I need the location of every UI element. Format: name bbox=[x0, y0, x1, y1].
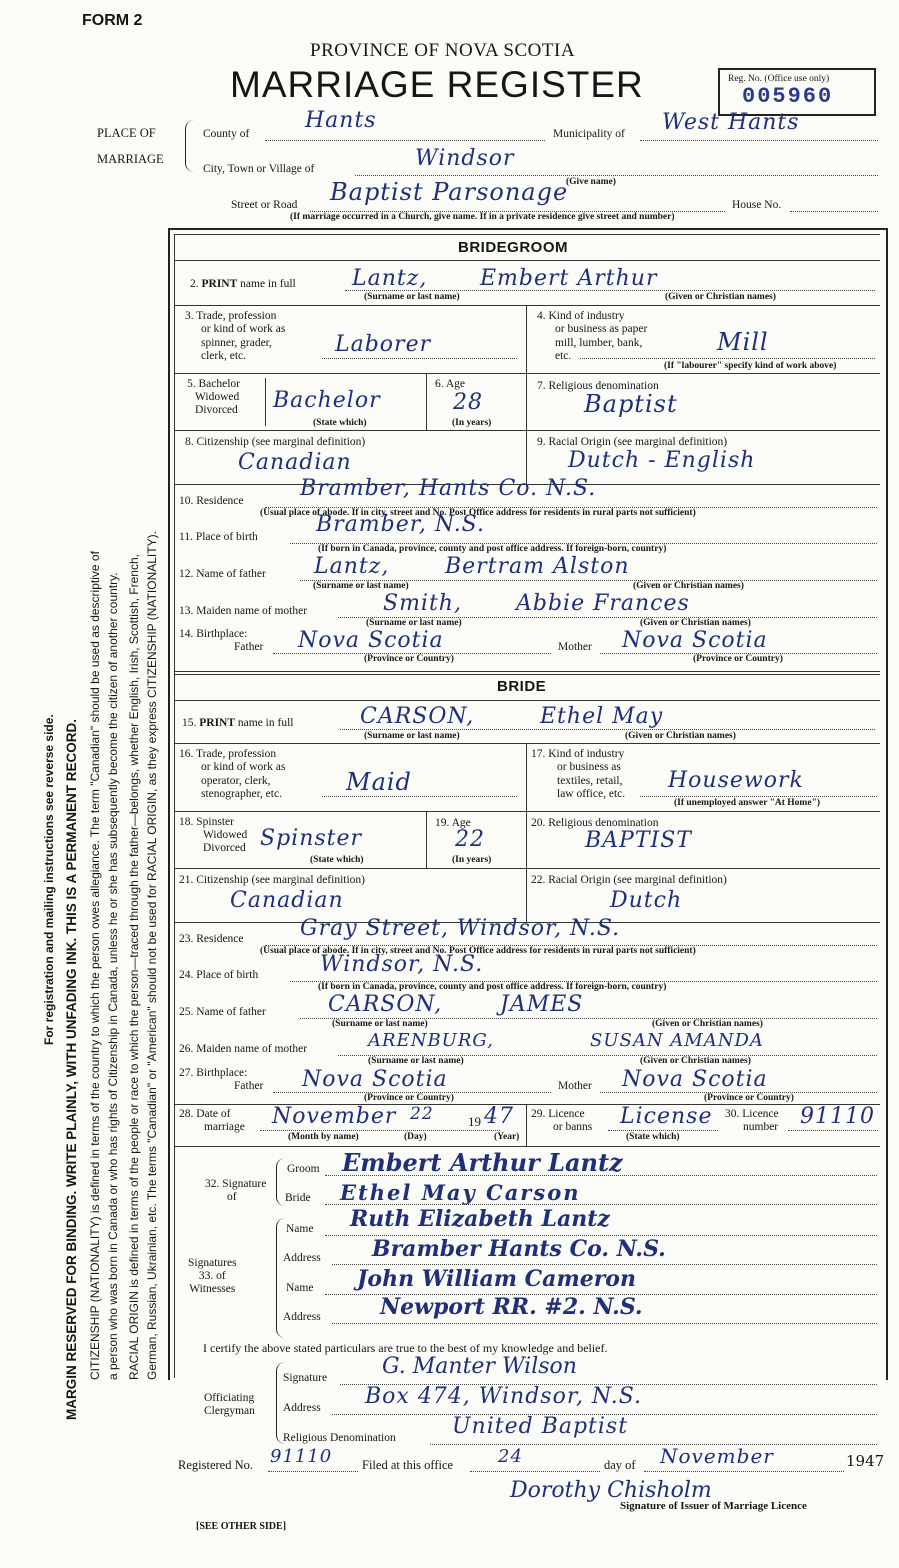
bride-industry: Housework bbox=[668, 768, 804, 793]
groom-name-label: 2. PRINT name in full bbox=[190, 278, 296, 290]
groom-religion-label: 7. Religious denomination bbox=[537, 380, 659, 392]
filed-month: November bbox=[660, 1444, 774, 1468]
groom-age-label: 6. Age bbox=[435, 378, 466, 390]
licence-label: 29. Licence or banns bbox=[531, 1108, 593, 1133]
registered-no-label: Registered No. bbox=[178, 1458, 253, 1472]
groom-racial-label: 9. Racial Origin (see marginal definition) bbox=[537, 436, 728, 448]
groom-father-word: Father bbox=[234, 641, 264, 653]
groom-status-label: 5. Bachelor Widowed Divorced bbox=[187, 378, 241, 416]
margin-note-instructions: For registration and mailing instructions see reverse side. bbox=[42, 714, 56, 1045]
licence-state-which: (State which) bbox=[626, 1132, 680, 1142]
bride-section-title: BRIDE bbox=[497, 678, 547, 695]
bride-residence-label: 23. Residence bbox=[179, 933, 244, 945]
licence-number-label: 30. Licence number bbox=[725, 1108, 779, 1133]
bride-trade: Maid bbox=[346, 768, 412, 796]
city-value: Windsor bbox=[415, 146, 515, 171]
witness1-name-label: Name bbox=[286, 1223, 314, 1235]
bride-parents-birth-label: 27. Birthplace: bbox=[179, 1067, 248, 1079]
street-value: Baptist Parsonage bbox=[330, 178, 569, 206]
bride-mother-word: Mother bbox=[558, 1080, 592, 1092]
groom-trade: Laborer bbox=[335, 332, 432, 357]
groom-in-years: (In years) bbox=[452, 418, 492, 428]
groom-mother-given-caption: (Given or Christian names) bbox=[640, 618, 751, 628]
clergy-denomination: United Baptist bbox=[452, 1414, 629, 1439]
clergy-signature-label: Signature bbox=[283, 1372, 328, 1384]
bride-racial: Dutch bbox=[610, 888, 683, 913]
marriage-day: 22 bbox=[410, 1104, 434, 1124]
groom-father-surname: Lantz, bbox=[314, 554, 390, 579]
religious-denomination-label: Religious Denomination bbox=[283, 1432, 396, 1444]
bride-father-birthplace: Nova Scotia bbox=[302, 1067, 448, 1092]
bride-racial-label: 22. Racial Origin (see marginal definition) bbox=[531, 874, 727, 886]
groom-surname-caption: (Surname or last name) bbox=[364, 292, 460, 302]
groom-signature: Embert Arthur Lantz bbox=[342, 1148, 623, 1177]
reg-no-label: Reg. No. (Office use only) bbox=[728, 74, 830, 84]
groom-father-province-caption: (Province or Country) bbox=[364, 654, 454, 664]
bride-mother-province-caption: (Province or Country) bbox=[704, 1093, 794, 1103]
bride-age: 22 bbox=[455, 827, 485, 852]
groom-parents-birth-label: 14. Birthplace: bbox=[179, 628, 248, 640]
municipality-value: West Hants bbox=[662, 110, 800, 135]
street-note: (If marriage occurred in a Church, give name. If in a private residence give street and number) bbox=[290, 212, 675, 222]
groom-mother-surname-caption: (Surname or last name) bbox=[366, 618, 462, 628]
county-value: Hants bbox=[305, 108, 377, 133]
groom-birthplace-label: 11. Place of birth bbox=[179, 531, 258, 543]
groom-industry-label: 4. Kind of industry or business as paper mill, lumber, bank, etc. bbox=[537, 310, 648, 362]
groom-state-which: (State which) bbox=[313, 418, 367, 428]
bride-sig-label: Bride bbox=[285, 1192, 311, 1204]
bride-father-province-caption: (Province or Country) bbox=[364, 1093, 454, 1103]
groom-mother-surname: Smith, bbox=[383, 591, 462, 616]
street-label: Street or Road bbox=[231, 199, 298, 211]
filed-label: Filed at this office bbox=[362, 1458, 454, 1472]
witness2-name-label: Name bbox=[286, 1282, 314, 1294]
groom-trade-label: 3. Trade, profession or kind of work as spinner, grader, clerk, etc. bbox=[185, 310, 286, 362]
bride-residence-note: (Usual place of abode. If in city, street and No. Post Office address for residents in rural parts not sufficient) bbox=[260, 946, 696, 956]
marriage-year-caption: (Year) bbox=[494, 1132, 520, 1142]
witness2-address-label: Address bbox=[283, 1311, 321, 1323]
groom-citizenship-label: 8. Citizenship (see marginal definition) bbox=[185, 436, 366, 448]
bride-father-surname-caption: (Surname or last name) bbox=[332, 1019, 428, 1029]
clergy-signature: G. Manter Wilson bbox=[382, 1354, 577, 1379]
groom-residence-label: 10. Residence bbox=[179, 495, 244, 507]
bride-birthplace-label: 24. Place of birth bbox=[179, 969, 259, 981]
bride-status: Spinster bbox=[260, 826, 363, 851]
bride-father-word: Father bbox=[234, 1080, 264, 1092]
reg-no-box bbox=[718, 68, 876, 116]
bride-mother-given-caption: (Given or Christian names) bbox=[640, 1056, 751, 1066]
municipality-label: Municipality of bbox=[553, 128, 625, 140]
city-label: City, Town or Village of bbox=[203, 163, 315, 175]
give-name-caption: (Give name) bbox=[566, 177, 616, 187]
bride-mother-given: SUSAN AMANDA bbox=[590, 1030, 764, 1051]
bride-surname: CARSON, bbox=[360, 704, 475, 729]
groom-given-names: Embert Arthur bbox=[480, 266, 658, 291]
groom-mother-label: 13. Maiden name of mother bbox=[179, 605, 308, 617]
bride-surname-caption: (Surname or last name) bbox=[364, 731, 460, 741]
groom-father-given-caption: (Given or Christian names) bbox=[633, 581, 744, 591]
bride-given-names: Ethel May bbox=[540, 704, 664, 729]
licence-number: 91110 bbox=[800, 1104, 875, 1129]
bride-mother-birthplace: Nova Scotia bbox=[622, 1067, 768, 1092]
marriage-month-caption: (Month by name) bbox=[288, 1132, 359, 1142]
witness1-address: Bramber Hants Co. N.S. bbox=[372, 1236, 666, 1262]
margin-note-racial-2: German, Russian, Ukrainian, etc. The terms "Canadian" or "American" should not be used for RACIAL ORIGIN, as they express CITIZENSHIP (NATIONALITY). bbox=[145, 531, 159, 1380]
place-label-2: MARRIAGE bbox=[97, 152, 164, 166]
officiating-clergyman-label: Officiating Clergyman bbox=[204, 1392, 255, 1417]
bride-in-years: (In years) bbox=[452, 855, 492, 865]
signature-of-label: 32. Signature of bbox=[205, 1178, 267, 1203]
bride-industry-note: (If unemployed answer "At Home") bbox=[674, 798, 821, 808]
bride-name-label: 15. PRINT name in full bbox=[182, 717, 294, 729]
witness1-address-label: Address bbox=[283, 1252, 321, 1264]
marriage-year: 47 bbox=[484, 1104, 514, 1129]
witness2-address: Newport RR. #2. N.S. bbox=[380, 1294, 643, 1320]
groom-mother-given: Abbie Frances bbox=[516, 591, 690, 616]
registered-no: 91110 bbox=[270, 1446, 333, 1467]
certification-text: I certify the above stated particulars are true to the best of my knowledge and belief. bbox=[203, 1341, 608, 1355]
groom-surname: Lantz, bbox=[352, 266, 428, 291]
bride-father-label: 25. Name of father bbox=[179, 1006, 266, 1018]
groom-given-caption: (Given or Christian names) bbox=[665, 292, 776, 302]
margin-note-racial-1: RACIAL ORIGIN is defined in terms of the people or race to which the person—traced through the father—belongs, whether English, Irish, Scottish, French, bbox=[127, 554, 141, 1380]
groom-father-birthplace: Nova Scotia bbox=[298, 628, 444, 653]
bride-state-which: (State which) bbox=[310, 855, 364, 865]
reg-no-value: 005960 bbox=[742, 84, 834, 109]
bride-trade-label: 16. Trade, profession or kind of work as operator, clerk, stenographer, etc. bbox=[179, 748, 286, 800]
bridegroom-section-title: BRIDEGROOM bbox=[458, 239, 568, 256]
bride-father-given: JAMES bbox=[500, 992, 584, 1017]
bride-mother-label: 26. Maiden name of mother bbox=[179, 1043, 308, 1055]
clergy-address-label: Address bbox=[283, 1402, 321, 1414]
witness1-name: Ruth Elizabeth Lantz bbox=[350, 1206, 610, 1232]
bride-industry-label: 17. Kind of industry or business as textiles, retail, law office, etc. bbox=[531, 748, 626, 800]
groom-residence-note: (Usual place of abode. If in city, street and No. Post Office address for residents in rural parts not sufficient) bbox=[260, 508, 696, 518]
bride-religion: BAPTIST bbox=[585, 828, 692, 853]
county-label: County of bbox=[203, 128, 250, 140]
form-number: FORM 2 bbox=[82, 12, 143, 29]
groom-mother-province-caption: (Province or Country) bbox=[693, 654, 783, 664]
see-other-side: [SEE OTHER SIDE] bbox=[196, 1521, 287, 1532]
bride-status-label: 18. Spinster Widowed Divorced bbox=[179, 816, 248, 854]
filed-year: 1947 bbox=[846, 1452, 885, 1470]
marriage-date-label: 28. Date of marriage bbox=[179, 1108, 245, 1133]
groom-residence: Bramber, Hants Co. N.S. bbox=[300, 476, 597, 501]
marriage-month: November bbox=[272, 1104, 397, 1129]
groom-mother-word: Mother bbox=[558, 641, 592, 653]
groom-sig-label: Groom bbox=[287, 1163, 320, 1175]
bride-signature: Ethel May Carson bbox=[340, 1180, 581, 1205]
bride-residence: Gray Street, Windsor, N.S. bbox=[300, 916, 621, 941]
margin-note-citizenship-1: CITIZENSHIP (NATIONALITY) is defined in terms of the country to which the person owes allegiance. The term "Canadian" should be used as descriptive of bbox=[88, 551, 102, 1380]
place-label-1: PLACE OF bbox=[97, 126, 156, 140]
bride-mother-surname: ARENBURG, bbox=[368, 1030, 494, 1051]
witness2-name: John William Cameron bbox=[357, 1266, 636, 1292]
groom-father-surname-caption: (Surname or last name) bbox=[313, 581, 409, 591]
groom-age: 28 bbox=[453, 390, 483, 415]
groom-birthplace: Bramber, N.S. bbox=[316, 512, 485, 537]
bride-citizenship: Canadian bbox=[230, 888, 344, 913]
issuer-signature: Dorothy Chisholm bbox=[510, 1478, 712, 1503]
bride-citizenship-label: 21. Citizenship (see marginal definition) bbox=[179, 874, 365, 886]
margin-note-citizenship-2: a person who was born in Canada or who has rights of Citizenship in Canada, unless he or she has subsequently become the citizen of another country. bbox=[106, 572, 120, 1380]
groom-mother-birthplace: Nova Scotia bbox=[622, 628, 768, 653]
groom-racial: Dutch - English bbox=[568, 448, 756, 473]
bride-father-given-caption: (Given or Christian names) bbox=[652, 1019, 763, 1029]
margin-note-binding: MARGIN RESERVED FOR BINDING. WRITE PLAINLY, WITH UNFADING INK. THIS IS A PERMANENT RECORD. bbox=[64, 718, 79, 1420]
bride-age-label: 19. Age bbox=[435, 817, 471, 829]
day-of-label: day of bbox=[604, 1458, 636, 1472]
groom-industry: Mill bbox=[717, 328, 769, 356]
issuer-caption: Signature of Issuer of Marriage Licence bbox=[620, 1500, 807, 1512]
bride-father-surname: CARSON, bbox=[328, 992, 443, 1017]
bride-birthplace: Windsor, N.S. bbox=[320, 952, 484, 977]
bride-birthplace-note: (If born in Canada, province, county and post office address. If foreign-born, country) bbox=[318, 982, 667, 992]
groom-birthplace-note: (If born in Canada, province, county and post office address. If foreign-born, country) bbox=[318, 544, 667, 554]
bride-religion-label: 20. Religious denomination bbox=[531, 817, 659, 829]
groom-citizenship: Canadian bbox=[238, 450, 352, 475]
bride-given-caption: (Given or Christian names) bbox=[625, 731, 736, 741]
province-heading: PROVINCE OF NOVA SCOTIA bbox=[310, 40, 576, 61]
clergy-address: Box 474, Windsor, N.S. bbox=[365, 1384, 643, 1409]
groom-religion: Baptist bbox=[584, 390, 678, 418]
groom-industry-note: (If "labourer" specify kind of work above) bbox=[664, 361, 837, 371]
bride-mother-surname-caption: (Surname or last name) bbox=[368, 1056, 464, 1066]
house-no-label: House No. bbox=[732, 199, 782, 211]
witness-signatures-label: Signatures 33. of Witnesses bbox=[188, 1257, 237, 1295]
marriage-day-caption: (Day) bbox=[404, 1132, 427, 1142]
groom-father-given: Bertram Alston bbox=[445, 554, 630, 579]
page-title: MARRIAGE REGISTER bbox=[230, 64, 644, 105]
licence-type: License bbox=[620, 1104, 713, 1129]
marriage-year-prefix: 19 bbox=[468, 1114, 481, 1129]
groom-father-label: 12. Name of father bbox=[179, 568, 266, 580]
filed-day: 24 bbox=[498, 1446, 523, 1467]
groom-status: Bachelor bbox=[273, 388, 381, 413]
